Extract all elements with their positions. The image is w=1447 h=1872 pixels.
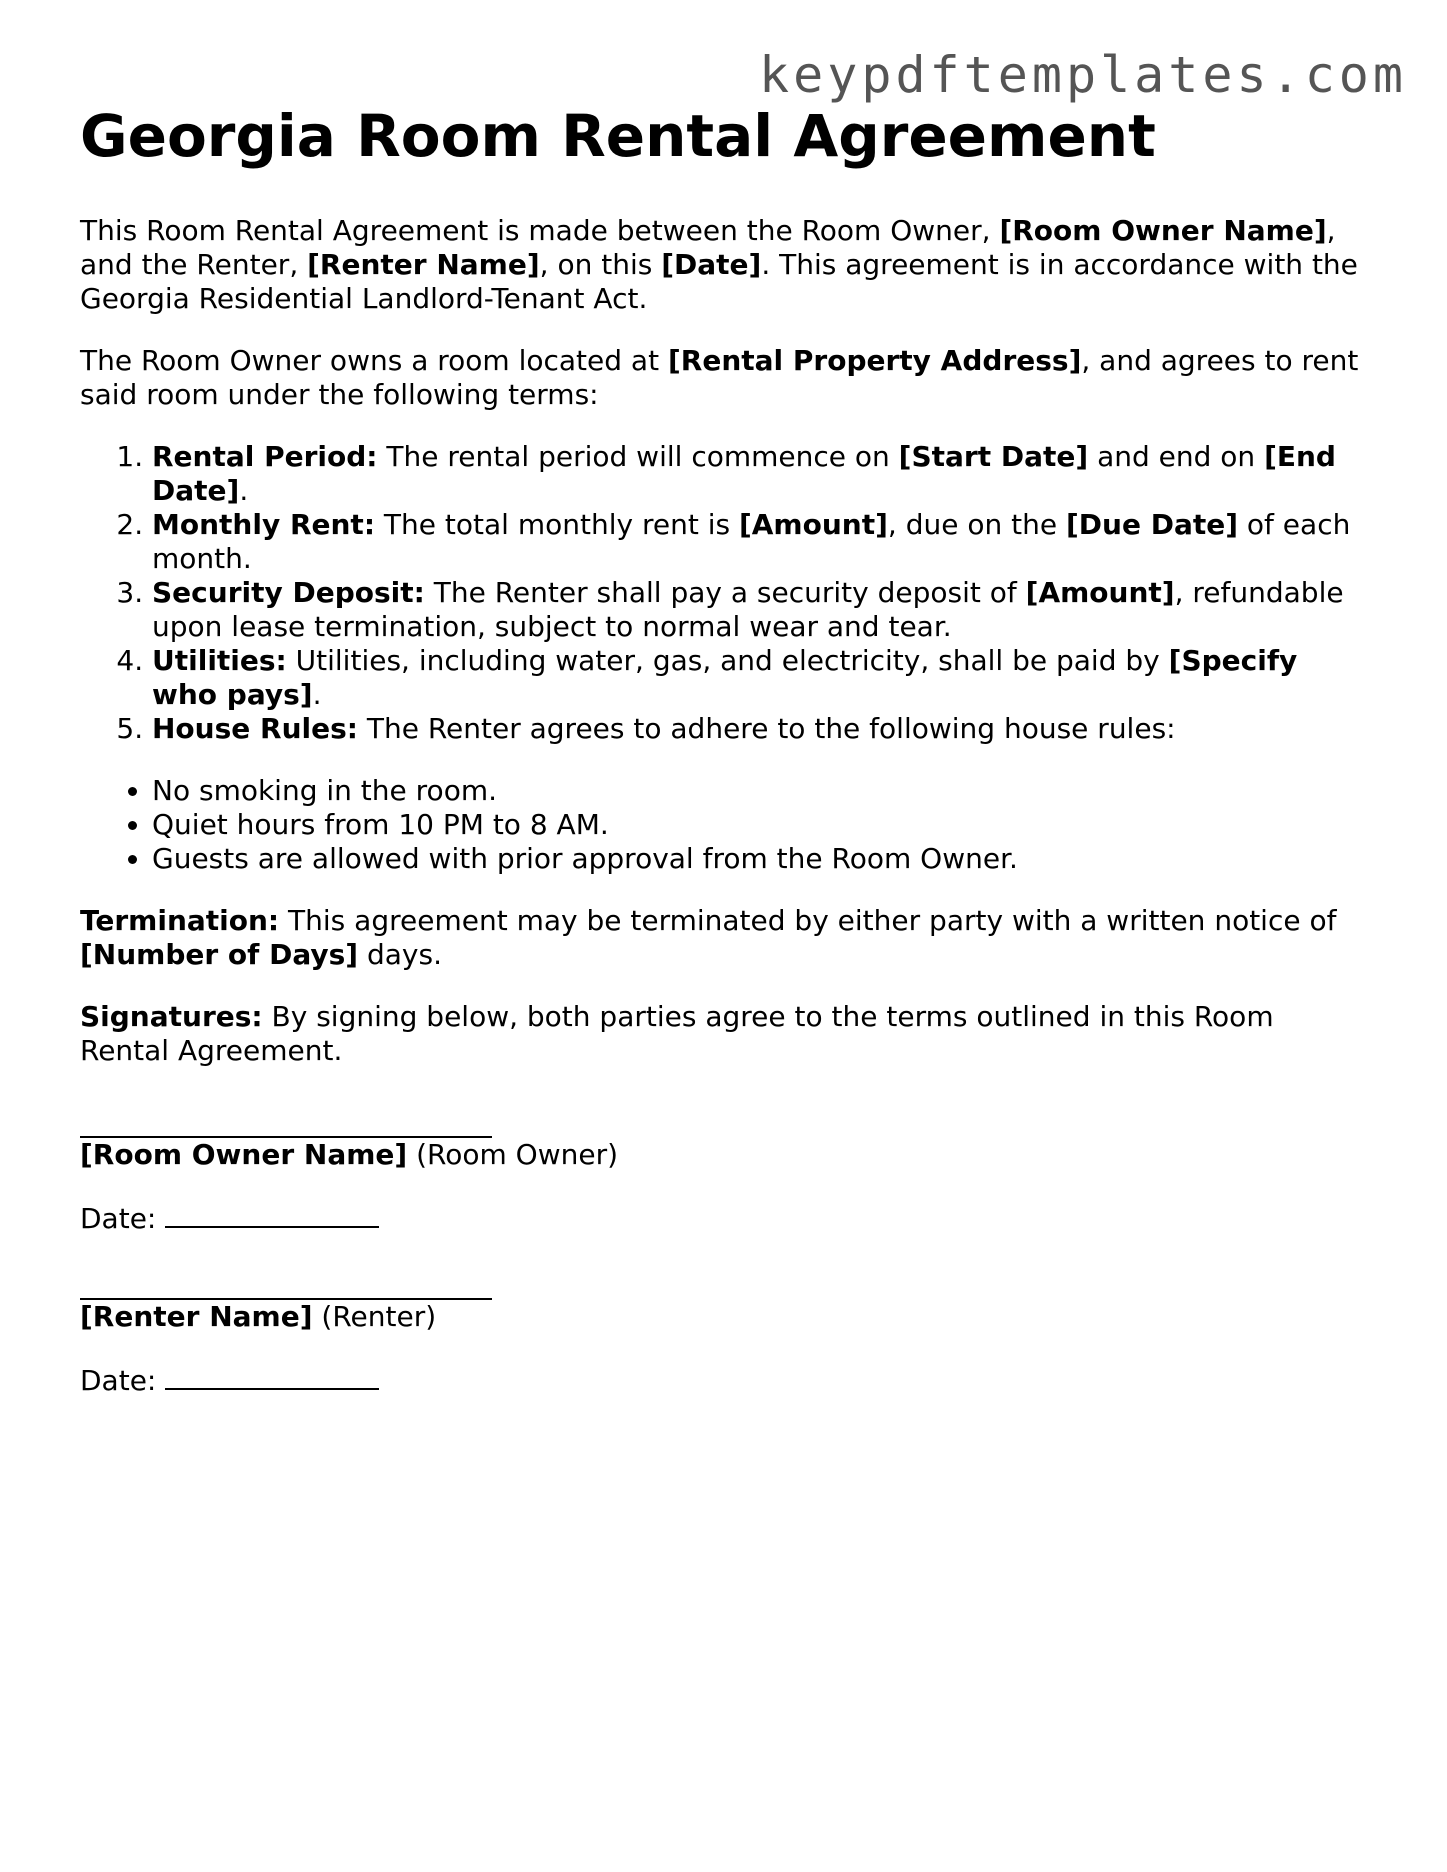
term-house-rules [152,712,1370,746]
location-text-2: , and agrees to rent said room under the following terms: [80,344,1359,411]
renter-name-placeholder: [Renter Name] [80,1300,313,1333]
term-text: The Renter shall pay a security deposit of [424,576,1026,609]
number-of-days-placeholder: [Number of Days] [80,938,359,971]
intro-paragraph [80,214,1370,316]
term-text: The rental period will commence on [377,440,899,473]
term-text: , refundable upon lease termination, subject to normal wear and tear. [152,576,1344,643]
term-text: The total monthly rent is [375,508,739,541]
renter-date-label: Date: [80,1364,166,1397]
watermark: keypdftemplates.com [759,46,1407,104]
intro-text-1: This Room Rental Agreement is made between the Room Owner, [80,214,1000,247]
document-body [80,100,1370,1426]
end-date-placeholder: [End Date] [152,440,1336,507]
terms-list [80,440,1370,746]
amount-placeholder: [Amount] [1025,576,1175,609]
term-text: , due on the [887,508,1066,541]
renter-signature-block [80,1264,1370,1398]
owner-date-field[interactable] [165,1200,379,1228]
renter-signature-line[interactable] [80,1264,492,1300]
start-date-placeholder: [Start Date] [898,440,1089,473]
termination-label: Termination: [80,904,280,937]
owner-role: (Room Owner) [407,1138,619,1171]
list-item: • Quiet hours from 10 PM to 8 AM. [152,808,1370,842]
intro-text-4: . This agreement is in accordance with the Georgia Residential Landlord-Tenant Act. [80,248,1358,315]
house-rules-list [80,774,1370,876]
term-monthly-rent [152,508,1370,576]
term-text: Utilities, including water, gas, and electricity, shall be paid by [286,644,1169,677]
term-text: . [239,474,249,507]
owner-signature-name [80,1138,1370,1172]
term-label: Monthly Rent: [152,508,376,541]
list-item: • No smoking in the room. [152,774,1370,808]
term-security-deposit [152,576,1370,644]
renter-date-row [80,1362,1370,1398]
list-item: • Guests are allowed with prior approval from the Room Owner. [152,842,1370,876]
term-text: and end on [1088,440,1265,473]
due-date-placeholder: [Due Date] [1065,508,1239,541]
term-utilities [152,644,1370,712]
term-text: . [312,678,322,711]
intro-text-2: , and the Renter, [80,214,1336,281]
room-owner-name-placeholder: [Room Owner Name] [999,214,1327,247]
term-rental-period [152,440,1370,508]
owner-signature-block [80,1102,1370,1236]
term-label: Utilities: [152,644,287,677]
owner-signature-line[interactable] [80,1102,492,1138]
owner-date-label: Date: [80,1202,166,1235]
term-text: of each month. [152,508,1351,575]
term-label: Rental Period: [152,440,378,473]
owner-date-row [80,1200,1370,1236]
signatures-text: By signing below, both parties agree to the terms outlined in this Room Rental Agreement. [80,1000,1274,1067]
signatures-paragraph [80,1000,1370,1068]
termination-paragraph [80,904,1370,972]
term-text: The Renter agrees to adhere to the following house rules: [357,712,1176,745]
term-label: House Rules: [152,712,358,745]
location-text-1: The Room Owner owns a room located at [80,344,668,377]
renter-name-placeholder: [Renter Name] [307,248,540,281]
amount-placeholder: [Amount] [738,508,888,541]
who-pays-placeholder: [Specify who pays] [152,644,1298,711]
owner-name-placeholder: [Room Owner Name] [80,1138,408,1171]
document-title: Georgia Room Rental Agreement [80,102,1156,170]
signatures-label: Signatures: [80,1000,263,1033]
intro-text-3: , on this [539,248,662,281]
termination-text-2: days. [358,938,442,971]
termination-text-1: This agreement may be terminated by either party with a written notice of [279,904,1337,937]
date-placeholder: [Date] [661,248,762,281]
renter-role: (Renter) [312,1300,437,1333]
renter-date-field[interactable] [165,1362,379,1390]
term-label: Security Deposit: [152,576,425,609]
property-address-placeholder: [Rental Property Address] [667,344,1082,377]
location-paragraph [80,344,1370,412]
renter-signature-name [80,1300,1370,1334]
